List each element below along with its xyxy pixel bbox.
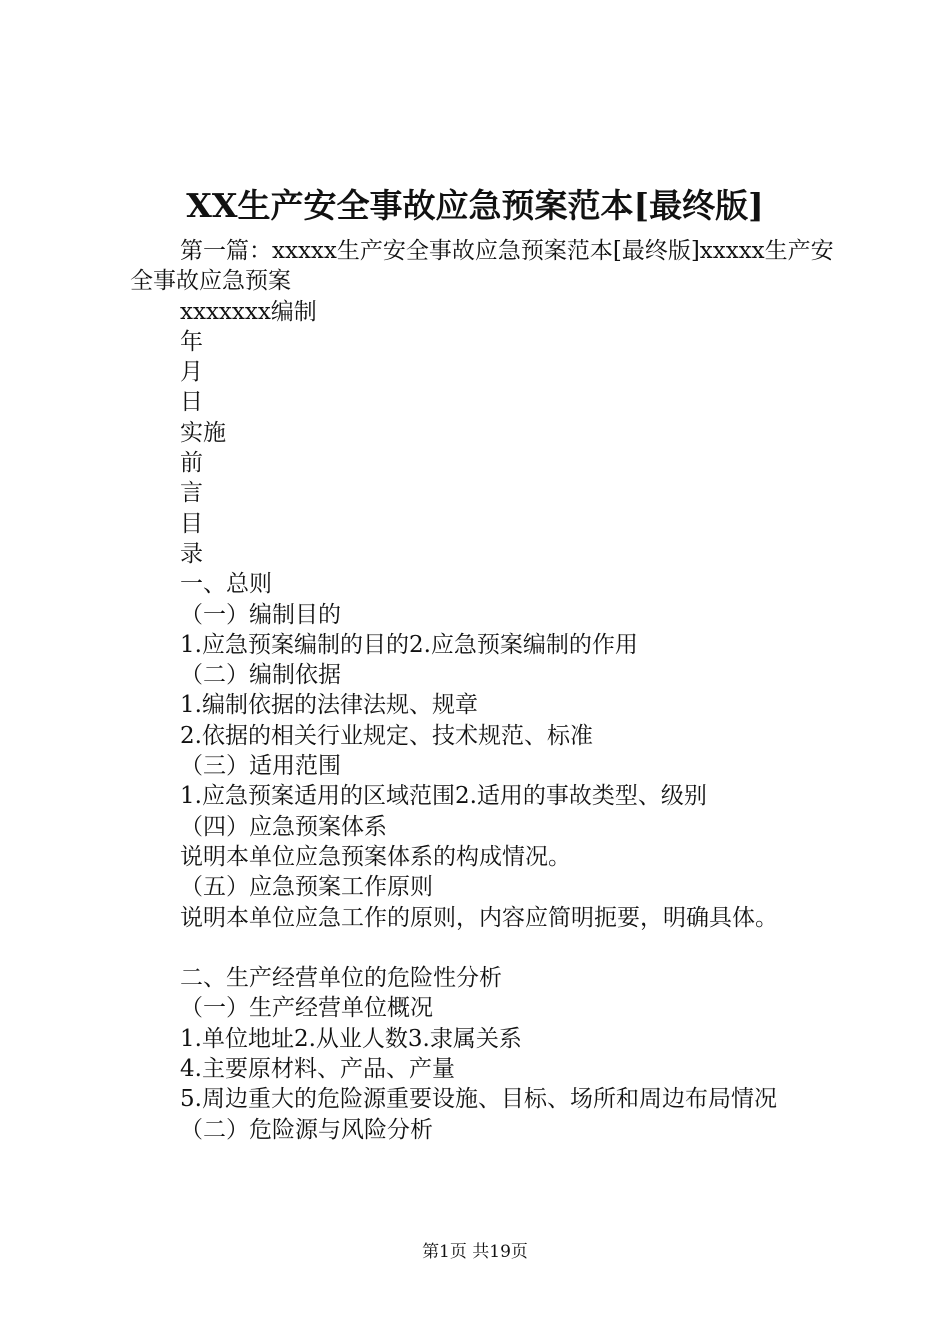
subsection-heading: （二）编制依据 [180, 662, 341, 689]
subsection-heading: （二）危险源与风险分析 [180, 1116, 433, 1143]
body-line: 1.编制依据的法律法规、规章 [180, 692, 478, 719]
body-line: 实施 [180, 419, 226, 446]
body-line: 录 [180, 540, 203, 567]
body-line: 月 [180, 359, 203, 386]
body-line-wrapped: 5.周边重大的危险源重要设施、目标、场所和周边布局情况 [180, 1086, 777, 1113]
subsection-heading: （三）适用范围 [180, 753, 341, 780]
subsection-heading: （一）生产经营单位概况 [180, 995, 433, 1022]
body-line: 说明本单位应急工作的原则，内容应简明扼要，明确具体。 [180, 904, 778, 931]
body-line: 1.单位地址2.从业人数3.隶属关系 [180, 1025, 522, 1052]
blank-line [130, 933, 850, 963]
body-line: 1.应急预案编制的目的2.应急预案编制的作用 [180, 631, 638, 658]
body-line: 日 [180, 389, 203, 416]
body-line: 目 [180, 510, 203, 537]
body-line: 2.依据的相关行业规定、技术规范、标准 [180, 722, 593, 749]
document-body [130, 236, 850, 1145]
section-heading: 一、总则 [180, 571, 272, 598]
page-footer: 第1页 共19页 [422, 1242, 528, 1262]
body-line: 前 [180, 450, 203, 477]
section-heading: 二、生产经营单位的危险性分析 [180, 965, 502, 992]
body-line: 1.应急预案适用的区域范围2.适用的事故类型、级别 [180, 783, 707, 810]
intro-paragraph: 第一篇：xxxxx生产安全事故应急预案范本[最终版]xxxxx生产安全事故应急预案 [130, 238, 834, 295]
body-line: 言 [180, 480, 203, 507]
document-title: XX生产安全事故应急预案范本[最终版] [186, 186, 764, 225]
subsection-heading: （五）应急预案工作原则 [180, 874, 433, 901]
body-line: 4.主要原材料、产品、产量 [180, 1056, 455, 1083]
subsection-heading: （四）应急预案体系 [180, 813, 387, 840]
body-line: 年 [180, 328, 203, 355]
body-line: xxxxxxx编制 [180, 298, 317, 325]
body-line: 说明本单位应急预案体系的构成情况。 [180, 843, 571, 870]
subsection-heading: （一）编制目的 [180, 601, 341, 628]
